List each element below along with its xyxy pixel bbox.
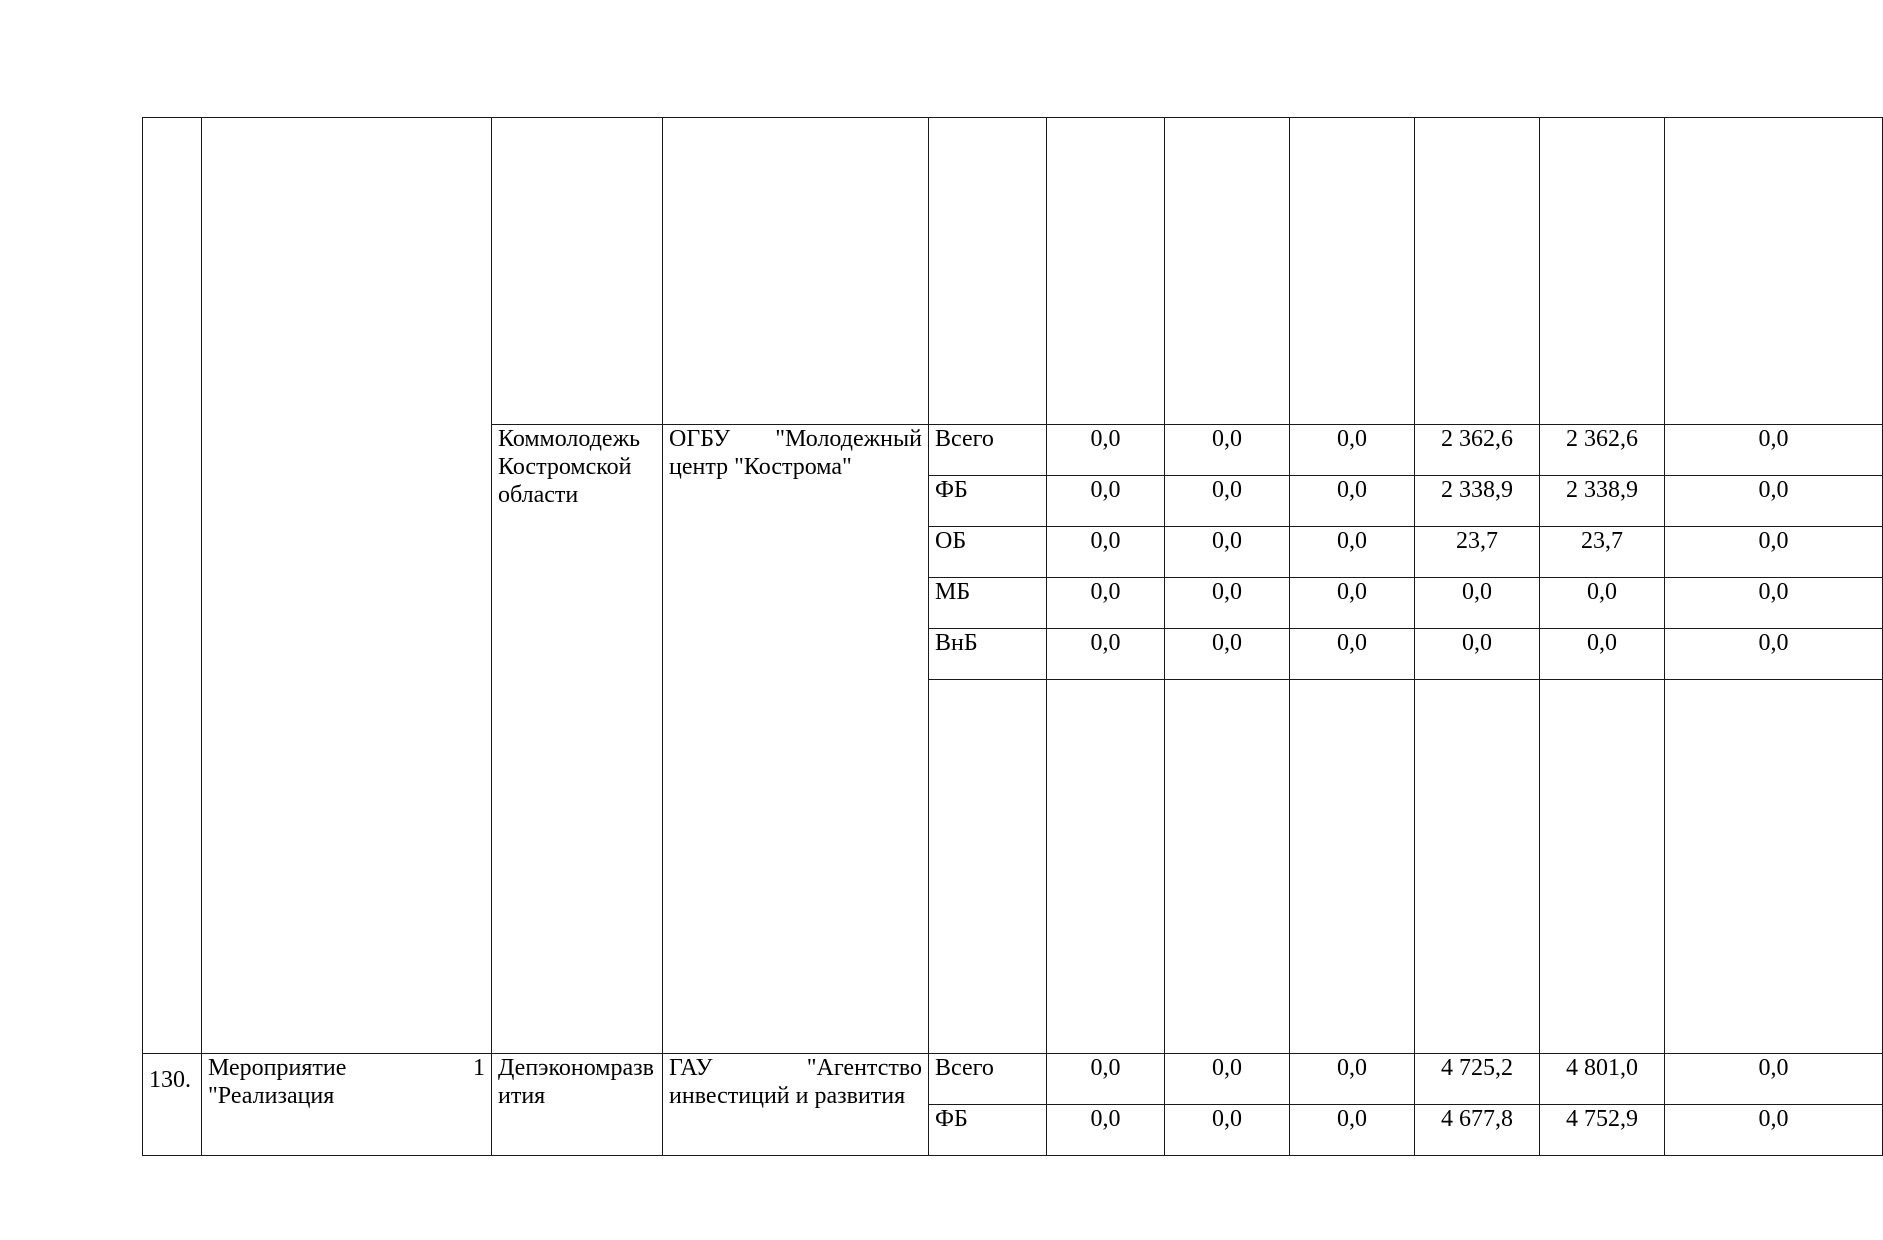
value-cell: 0,0 [1415,578,1540,629]
value-cell: 0,0 [1665,578,1883,629]
value-cell [1540,118,1665,425]
value-cell: 0,0 [1290,476,1415,527]
value-cell [1165,118,1290,425]
value-cell: 0,0 [1165,527,1290,578]
executor-text: ОГБУ "Молодежный центр "Кострома" [669,426,922,480]
number-cell [143,118,202,1054]
source-cell: Всего [929,1054,1047,1105]
budget-table-container [142,117,1789,1158]
number-cell: 130. [143,1054,202,1156]
executor-cell [663,425,929,1054]
value-cell: 0,0 [1047,578,1165,629]
event-name-number: 1 [473,1055,485,1081]
source-cell: ФБ [929,476,1047,527]
budget-table [142,117,1883,1156]
source-cell: ФБ [929,1105,1047,1156]
value-cell: 4 801,0 [1540,1054,1665,1105]
value-cell: 0,0 [1290,1054,1415,1105]
value-cell: 0,0 [1290,578,1415,629]
value-cell: 0,0 [1165,1054,1290,1105]
value-cell: 4 752,9 [1540,1105,1665,1156]
value-cell: 0,0 [1165,476,1290,527]
table-row [143,118,1883,425]
value-cell: 0,0 [1290,1105,1415,1156]
value-cell: 0,0 [1290,425,1415,476]
value-cell [1665,680,1883,1054]
event-name-rest: "Реализация [208,1083,335,1109]
table-row [143,1054,1883,1105]
value-cell [1047,680,1165,1054]
value-cell: 0,0 [1665,527,1883,578]
value-cell: 23,7 [1415,527,1540,578]
source-cell [929,118,1047,425]
responsible-cell [492,118,663,425]
value-cell [1290,118,1415,425]
event-name-cell [202,1054,492,1156]
value-cell: 2 338,9 [1415,476,1540,527]
source-cell: Всего [929,425,1047,476]
executor-text: ГАУ "Агентство инвестиций и развития [669,1055,922,1109]
value-cell: 0,0 [1540,629,1665,680]
value-cell: 0,0 [1047,476,1165,527]
event-name-word: Мероприятие [208,1055,347,1081]
event-name-line [208,1054,485,1082]
value-cell: 0,0 [1665,425,1883,476]
value-cell [1047,118,1165,425]
value-cell: 0,0 [1165,425,1290,476]
value-cell [1415,680,1540,1054]
value-cell: 0,0 [1540,578,1665,629]
value-cell: 0,0 [1290,629,1415,680]
source-cell: МБ [929,578,1047,629]
value-cell: 0,0 [1665,629,1883,680]
value-cell: 0,0 [1665,1105,1883,1156]
value-cell: 0,0 [1047,1054,1165,1105]
responsible-cell [492,425,663,1054]
responsible-text: Депэкономразвития [498,1055,654,1109]
value-cell: 0,0 [1047,527,1165,578]
responsible-text: Коммолодежь Костромской области [498,426,641,508]
value-cell: 0,0 [1415,629,1540,680]
source-cell: ВнБ [929,629,1047,680]
event-name-cell [202,118,492,1054]
value-cell: 0,0 [1665,1054,1883,1105]
value-cell [1665,118,1883,425]
value-cell [1290,680,1415,1054]
value-cell: 0,0 [1047,629,1165,680]
value-cell: 0,0 [1047,425,1165,476]
executor-cell [663,1054,929,1156]
value-cell: 4 677,8 [1415,1105,1540,1156]
value-cell [1540,680,1665,1054]
responsible-cell [492,1054,663,1156]
value-cell: 2 362,6 [1540,425,1665,476]
value-cell [1165,680,1290,1054]
value-cell: 23,7 [1540,527,1665,578]
source-cell: ОБ [929,527,1047,578]
value-cell: 0,0 [1165,1105,1290,1156]
value-cell: 2 338,9 [1540,476,1665,527]
value-cell: 2 362,6 [1415,425,1540,476]
source-cell [929,680,1047,1054]
value-cell: 4 725,2 [1415,1054,1540,1105]
value-cell [1415,118,1540,425]
value-cell: 0,0 [1665,476,1883,527]
value-cell: 0,0 [1165,578,1290,629]
value-cell: 0,0 [1290,527,1415,578]
value-cell: 0,0 [1047,1105,1165,1156]
executor-cell [663,118,929,425]
value-cell: 0,0 [1165,629,1290,680]
